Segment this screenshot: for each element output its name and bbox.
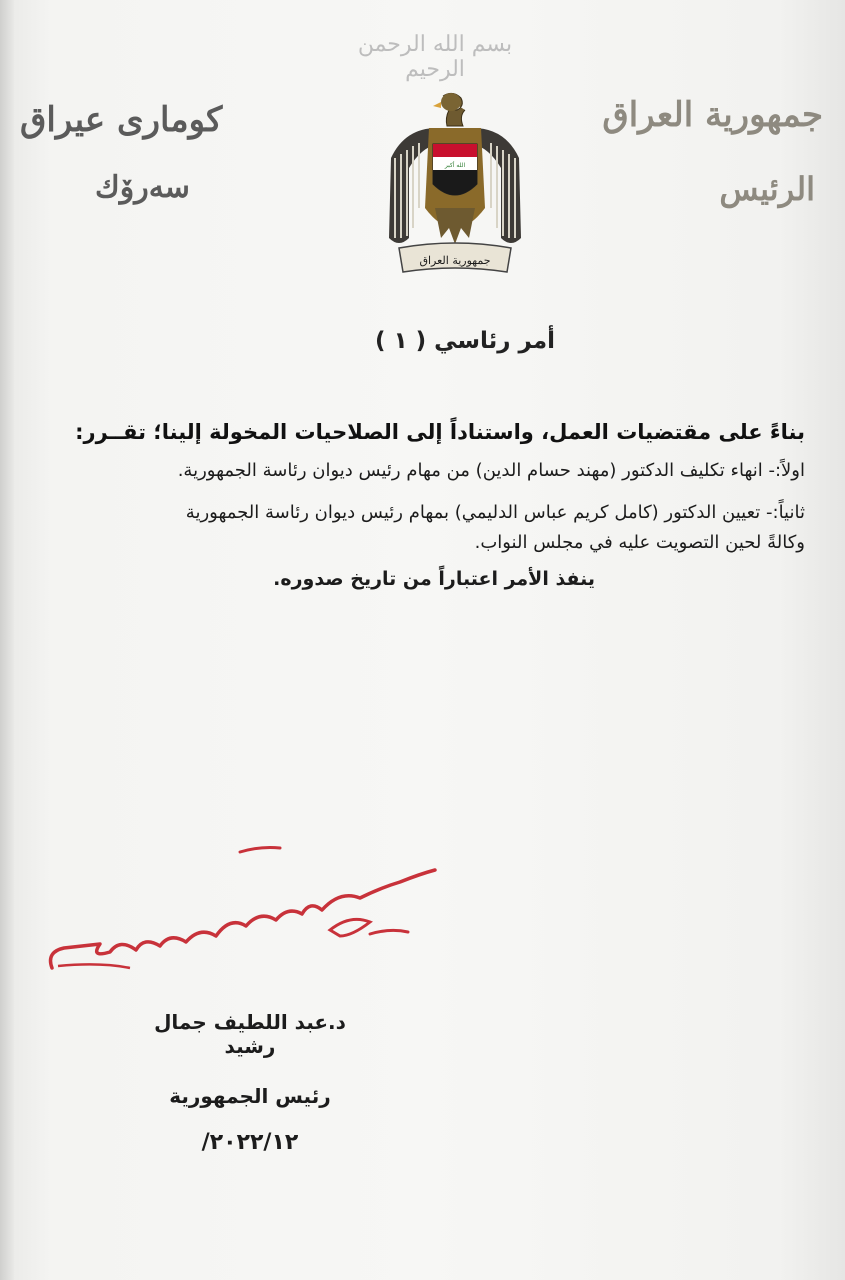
header-arabic-country: جمهورية العراق: [602, 95, 823, 135]
header-kurdish-country: كوماری عیراق: [20, 100, 223, 140]
handwritten-signature: [40, 840, 440, 980]
signatory-title: رئيس الجمهورية: [169, 1084, 331, 1108]
order-date: ٢٠٢٢/١٢/: [201, 1130, 299, 1155]
paper-edge: [0, 0, 14, 1280]
clause-second-line1: ثانياً:- تعيين الدكتور (كامل كريم عباس الدليمي) بمهام رئيس ديوان رئاسة الجمهورية: [185, 502, 805, 523]
header-arabic-president: الرئيس: [719, 170, 815, 208]
signatory-block: [140, 1010, 360, 1155]
basmala: بسم الله الرحمن الرحيم: [357, 32, 513, 82]
clause-second-line2: وكالةً لحين التصويت عليه في مجلس النواب.: [474, 532, 805, 553]
header-kurdish-president: سەرۆك: [95, 170, 190, 205]
order-body: [45, 420, 805, 609]
iraq-eagle-emblem: [385, 88, 525, 288]
emblem-motto: الله أكبر: [444, 162, 466, 169]
clause-first: اولاً:- انهاء تكليف الدكتور (مهند حسام الدين) من مهام رئيس ديوان رئاسة الجمهورية.: [177, 460, 805, 481]
order-title: أمر رئاسي ( ١ ): [375, 328, 555, 354]
order-intro: بناءً على مقتضيات العمل، واستناداً إلى الصلاحيات المخولة إلينا؛ تقــرر:: [75, 420, 805, 444]
execution-clause: ينفذ الأمر اعتباراً من تاريخ صدوره.: [273, 568, 595, 590]
signatory-name: د.عبد اللطيف جمال رشيد: [154, 1010, 346, 1058]
emblem-caption: جمهورية العراق: [419, 254, 491, 267]
